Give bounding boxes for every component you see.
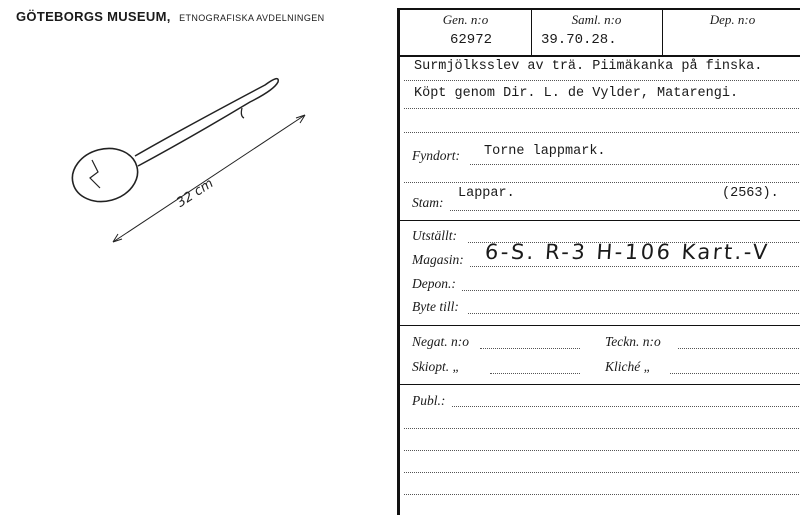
publ-label: Publ.:	[412, 393, 446, 408]
utstallt-label: Utställt:	[412, 228, 458, 243]
gen-number-value: 62972	[450, 32, 493, 48]
ladle-handle	[135, 79, 278, 166]
stam-value: Lappar.	[458, 186, 515, 201]
dotted-rule	[462, 290, 799, 291]
department-name: ETNOGRAFISKA AVDELNINGEN	[179, 13, 325, 23]
saml-number-label: Saml. n:o	[571, 12, 622, 27]
dotted-rule	[670, 373, 799, 374]
dotted-rule	[452, 406, 799, 407]
skiopt-label: Skiopt. „	[412, 359, 461, 374]
dotted-rule	[404, 450, 799, 451]
saml-number-cell	[531, 8, 663, 55]
magasin-value: 6-S. R-3 H-106 Kart.-V	[484, 240, 771, 264]
dotted-rule	[480, 348, 580, 349]
kliche-label: Kliché „	[605, 359, 652, 374]
ladle-bowl	[66, 141, 143, 208]
dotted-rule	[468, 313, 799, 314]
dotted-rule	[450, 210, 799, 211]
depon-label: Depon.:	[412, 276, 456, 291]
ladle-hook	[241, 108, 244, 118]
saml-number-value: 39.70.28.	[541, 32, 617, 48]
description-line-2: Köpt genom Dir. L. de Vylder, Matarengi.	[414, 86, 739, 101]
ladle-bowl-crack	[90, 160, 100, 188]
gen-number-label: Gen. n:o	[442, 12, 489, 27]
stam-number: (2563).	[722, 186, 779, 201]
dotted-rule	[404, 472, 799, 473]
catalog-card	[397, 8, 800, 515]
dimension-label: 32 cm	[174, 176, 217, 211]
magasin-label: Magasin:	[412, 252, 464, 267]
negat-label: Negat. n:o	[412, 334, 469, 349]
dotted-rule	[404, 182, 799, 183]
dotted-rule	[404, 108, 799, 109]
section-divider	[400, 220, 800, 221]
section-divider	[400, 325, 800, 326]
teckn-label: Teckn. n:o	[605, 334, 661, 349]
dotted-rule	[404, 132, 799, 133]
dotted-rule	[678, 348, 799, 349]
museum-name: GÖTEBORGS MUSEUM,	[16, 9, 171, 24]
fyndort-value: Torne lappmark.	[484, 144, 606, 159]
dotted-rule	[470, 266, 799, 267]
dotted-rule	[404, 80, 799, 81]
byte-label: Byte till:	[412, 299, 459, 314]
dep-number-cell	[662, 8, 800, 55]
section-divider	[400, 384, 800, 385]
dotted-rule	[404, 494, 799, 495]
museum-header	[16, 8, 325, 26]
description-line-1: Surmjölksslev av trä. Piimäkanka på finska.	[414, 59, 763, 74]
stam-label: Stam:	[412, 195, 444, 210]
dotted-rule	[404, 428, 799, 429]
card-header-row	[400, 8, 800, 57]
gen-number-cell	[400, 8, 532, 55]
dotted-rule	[490, 373, 580, 374]
dep-number-label: Dep. n:o	[709, 12, 756, 27]
dotted-rule	[470, 164, 799, 165]
fyndort-label: Fyndort:	[412, 148, 460, 163]
ladle-drawing	[60, 60, 320, 260]
